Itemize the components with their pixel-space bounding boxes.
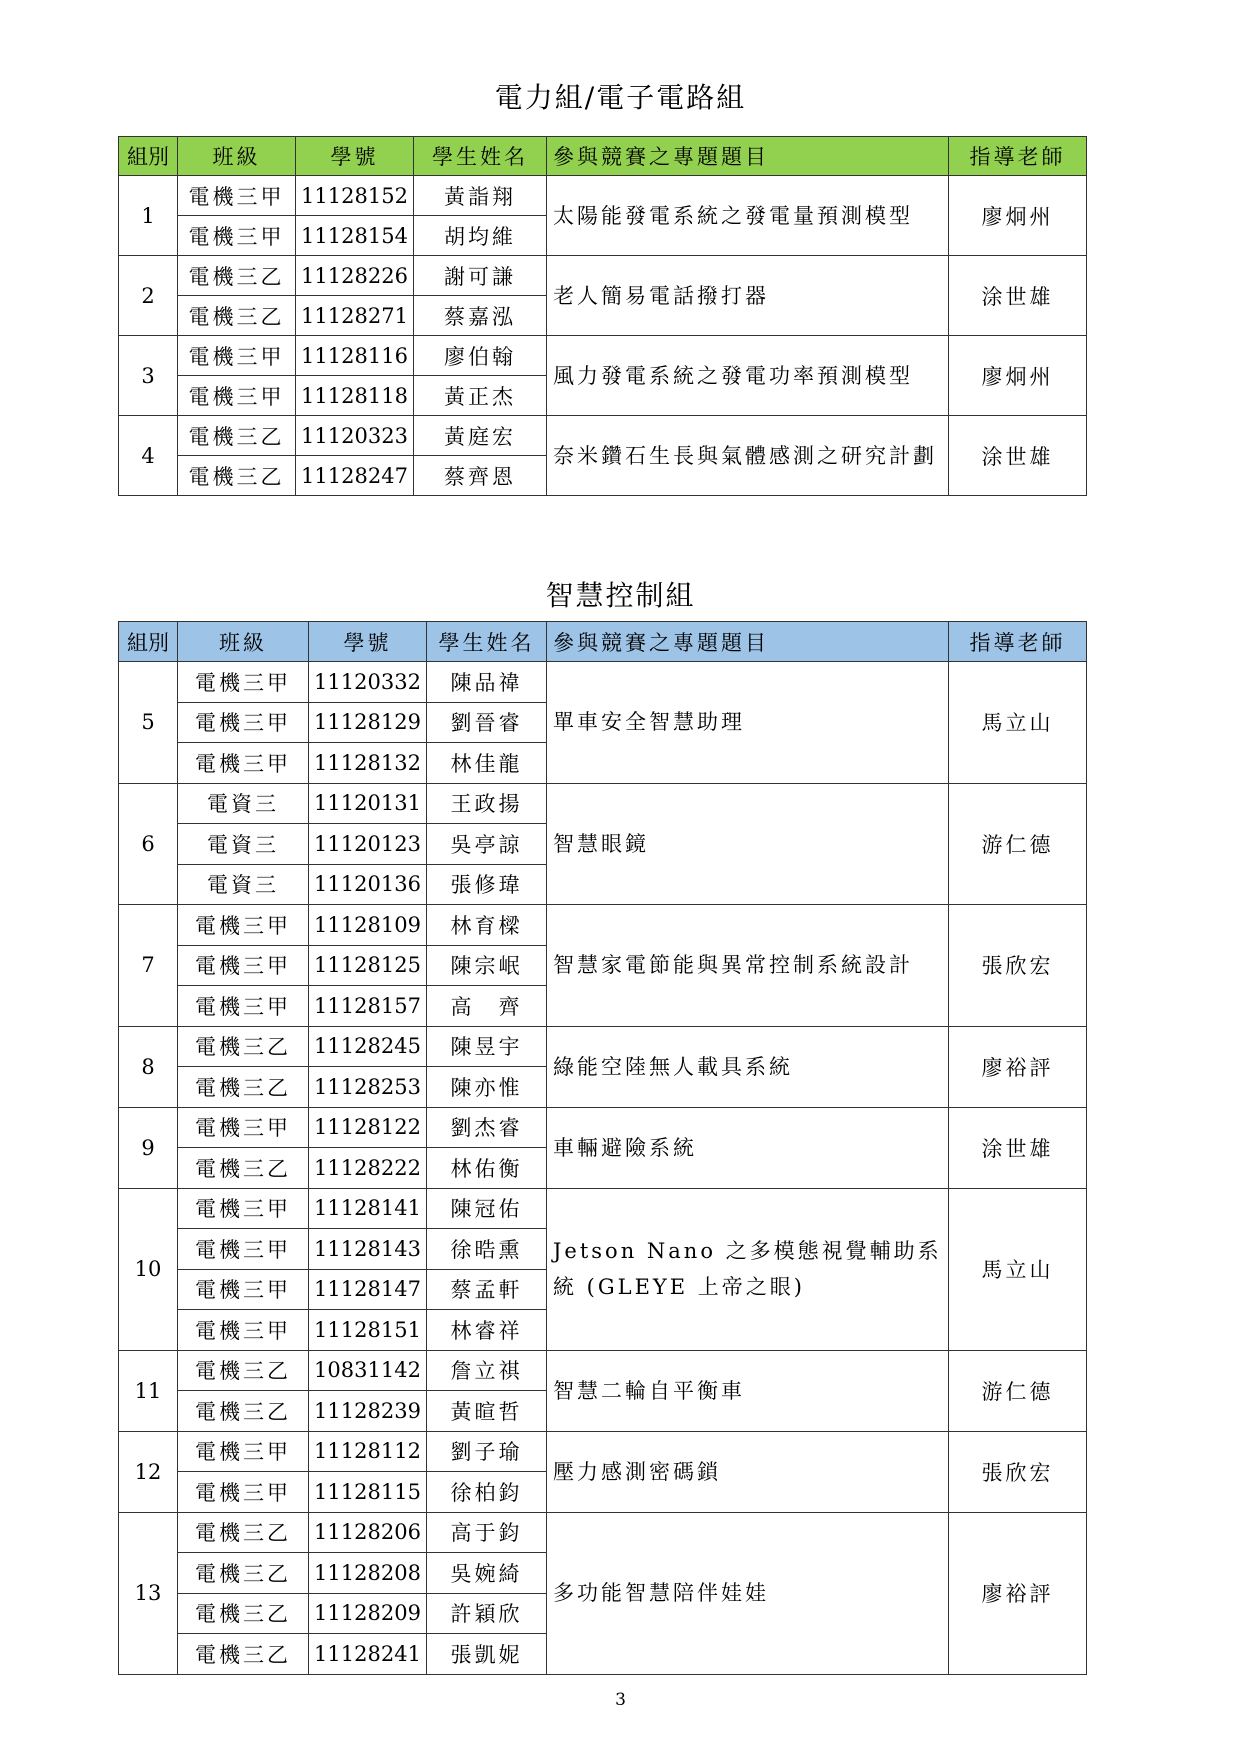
table-row [119,783,1087,824]
student-id: 11128226 [296,256,414,296]
student-class: 電資三 [178,864,309,905]
student-name: 吳亭諒 [427,824,547,865]
group-number: 7 [119,905,178,1027]
student-id: 11128152 [296,176,414,216]
header-student-id: 學號 [296,137,414,176]
student-class: 電機三甲 [178,1310,309,1351]
student-id: 11120136 [309,864,427,905]
student-class: 電機三乙 [178,456,296,496]
student-name: 蔡嘉泓 [414,296,547,336]
project-topic: 壓力感測密碼鎖 [547,1431,949,1512]
student-name: 胡均維 [414,216,547,256]
table-row [119,1431,1087,1472]
student-name: 蔡孟軒 [427,1269,547,1310]
student-id: 11128222 [309,1148,427,1189]
table-row [119,416,1087,456]
advisor-name: 廖裕評 [949,1026,1087,1107]
student-class: 電機三乙 [178,296,296,336]
student-name: 徐晧熏 [427,1229,547,1270]
student-class: 電機三乙 [178,416,296,456]
project-topic: 風力發電系統之發電功率預測模型 [547,336,949,416]
student-class: 電機三甲 [178,1472,309,1513]
student-name: 王政揚 [427,783,547,824]
advisor-name: 涂世雄 [949,416,1087,496]
group-number: 13 [119,1512,178,1674]
project-topic: 多功能智慧陪伴娃娃 [547,1512,949,1674]
student-id: 11128241 [309,1634,427,1675]
student-class: 電機三甲 [178,905,309,946]
advisor-name: 涂世雄 [949,1107,1087,1188]
student-id: 11128239 [309,1391,427,1432]
student-class: 電機三甲 [178,376,296,416]
header-teacher: 指導老師 [949,622,1087,662]
student-class: 電機三甲 [178,1269,309,1310]
advisor-name: 馬立山 [949,662,1087,784]
smart-control-table [118,621,1087,1675]
student-id: 10831142 [309,1350,427,1391]
group-number: 4 [119,416,178,496]
group-number: 11 [119,1350,178,1431]
header-student-name: 學生姓名 [414,137,547,176]
header-row [119,622,1087,662]
student-class: 電機三甲 [178,945,309,986]
project-topic: 單車安全智慧助理 [547,662,949,784]
student-id: 11128143 [309,1229,427,1270]
header-group: 組別 [119,137,178,176]
header-student-id: 學號 [309,622,427,662]
student-class: 電機三甲 [178,216,296,256]
advisor-name: 廖裕評 [949,1512,1087,1674]
table-row [119,905,1087,946]
header-class: 班級 [178,622,309,662]
student-name: 蔡齊恩 [414,456,547,496]
advisor-name: 張欣宏 [949,1431,1087,1512]
student-class: 電機三甲 [178,743,309,784]
student-id: 11128109 [309,905,427,946]
student-name: 徐柏鈞 [427,1472,547,1513]
student-name: 陳亦惟 [427,1067,547,1108]
project-topic: 奈米鑽石生長與氣體感測之研究計劃 [547,416,949,496]
student-id: 11128271 [296,296,414,336]
project-topic: 智慧家電節能與異常控制系統設計 [547,905,949,1027]
group-number: 1 [119,176,178,256]
student-id: 11128118 [296,376,414,416]
student-class: 電資三 [178,824,309,865]
student-name: 林佑衡 [427,1148,547,1189]
header-topic: 參與競賽之專題題目 [547,137,949,176]
student-name: 陳冠佑 [427,1188,547,1229]
student-name: 高于鈞 [427,1512,547,1553]
student-name: 吳婉綺 [427,1553,547,1594]
student-name: 陳宗岷 [427,945,547,986]
student-name: 林睿祥 [427,1310,547,1351]
advisor-name: 馬立山 [949,1188,1087,1350]
student-class: 電機三乙 [178,1391,309,1432]
advisor-name: 廖炯州 [949,336,1087,416]
student-name: 張凱妮 [427,1634,547,1675]
student-name: 林育樑 [427,905,547,946]
student-class: 電機三乙 [178,1026,309,1067]
table-row [119,1188,1087,1229]
student-name: 陳昱宇 [427,1026,547,1067]
student-id: 11128209 [309,1593,427,1634]
student-id: 11128115 [309,1472,427,1513]
page-number: 3 [615,1690,626,1710]
table-row [119,336,1087,376]
power-electronics-table [118,136,1087,496]
student-name: 黃暄哲 [427,1391,547,1432]
student-id: 11128129 [309,702,427,743]
student-class: 電機三甲 [178,1107,309,1148]
student-id: 11120323 [296,416,414,456]
section-title-power: 電力組/電子電路組 [494,81,747,114]
table-row [119,662,1087,703]
student-class: 電機三乙 [178,1067,309,1108]
student-class: 電機三甲 [178,1229,309,1270]
student-id: 11128147 [309,1269,427,1310]
student-id: 11120123 [309,824,427,865]
student-name: 謝可謙 [414,256,547,296]
student-name: 許穎欣 [427,1593,547,1634]
advisor-name: 游仁德 [949,1350,1087,1431]
table-row [119,1107,1087,1148]
student-class: 電機三乙 [178,1553,309,1594]
group-number: 6 [119,783,178,905]
student-id: 11128253 [309,1067,427,1108]
student-id: 11128132 [309,743,427,784]
student-id: 11128151 [309,1310,427,1351]
student-class: 電機三甲 [178,1188,309,1229]
project-topic: Jetson Nano 之多模態視覺輔助系統 (GLEYE 上帝之眼) [547,1188,949,1350]
project-topic: 綠能空陸無人載具系統 [547,1026,949,1107]
student-id: 11128208 [309,1553,427,1594]
student-class: 電機三甲 [178,336,296,376]
table-row [119,256,1087,296]
student-class: 電機三乙 [178,1148,309,1189]
student-name: 林佳龍 [427,743,547,784]
student-class: 電機三乙 [178,1512,309,1553]
advisor-name: 游仁德 [949,783,1087,905]
group-number: 2 [119,256,178,336]
header-topic: 參與競賽之專題題目 [547,622,949,662]
student-class: 電機三乙 [178,256,296,296]
header-student-name: 學生姓名 [427,622,547,662]
group-number: 5 [119,662,178,784]
student-name: 劉晉睿 [427,702,547,743]
group-number: 10 [119,1188,178,1350]
student-id: 11128116 [296,336,414,376]
project-topic: 車輛避險系統 [547,1107,949,1188]
student-id: 11128206 [309,1512,427,1553]
section-title-smart-control: 智慧控制組 [545,579,696,612]
student-class: 電資三 [178,783,309,824]
table-row [119,1350,1087,1391]
student-class: 電機三乙 [178,1634,309,1675]
group-number: 3 [119,336,178,416]
student-id: 11120332 [309,662,427,703]
header-group: 組別 [119,622,178,662]
student-name: 黃正杰 [414,376,547,416]
advisor-name: 張欣宏 [949,905,1087,1027]
student-name: 黃庭宏 [414,416,547,456]
project-topic: 太陽能發電系統之發電量預測模型 [547,176,949,256]
student-class: 電機三甲 [178,702,309,743]
student-class: 電機三甲 [178,986,309,1027]
student-name: 劉子瑜 [427,1431,547,1472]
student-class: 電機三甲 [178,1431,309,1472]
student-class: 電機三甲 [178,662,309,703]
student-name: 張修瑋 [427,864,547,905]
student-class: 電機三乙 [178,1350,309,1391]
group-number: 8 [119,1026,178,1107]
student-id: 11128245 [309,1026,427,1067]
student-class: 電機三甲 [178,176,296,216]
student-id: 11128122 [309,1107,427,1148]
student-id: 11128157 [309,986,427,1027]
student-name: 高 齊 [427,986,547,1027]
student-id: 11128154 [296,216,414,256]
header-class: 班級 [178,137,296,176]
group-number: 12 [119,1431,178,1512]
student-id: 11128141 [309,1188,427,1229]
student-id: 11128125 [309,945,427,986]
student-class: 電機三乙 [178,1593,309,1634]
group-number: 9 [119,1107,178,1188]
advisor-name: 涂世雄 [949,256,1087,336]
project-topic: 智慧眼鏡 [547,783,949,905]
project-topic: 老人簡易電話撥打器 [547,256,949,336]
student-id: 11128112 [309,1431,427,1472]
student-name: 劉杰睿 [427,1107,547,1148]
table-row [119,1512,1087,1553]
student-id: 11120131 [309,783,427,824]
header-teacher: 指導老師 [949,137,1087,176]
table-row [119,176,1087,216]
student-name: 黃詣翔 [414,176,547,216]
student-name: 詹立祺 [427,1350,547,1391]
project-topic: 智慧二輪自平衡車 [547,1350,949,1431]
advisor-name: 廖炯州 [949,176,1087,256]
student-name: 廖伯翰 [414,336,547,376]
student-name: 陳品禕 [427,662,547,703]
student-id: 11128247 [296,456,414,496]
header-row [119,137,1087,176]
table-row [119,1026,1087,1067]
